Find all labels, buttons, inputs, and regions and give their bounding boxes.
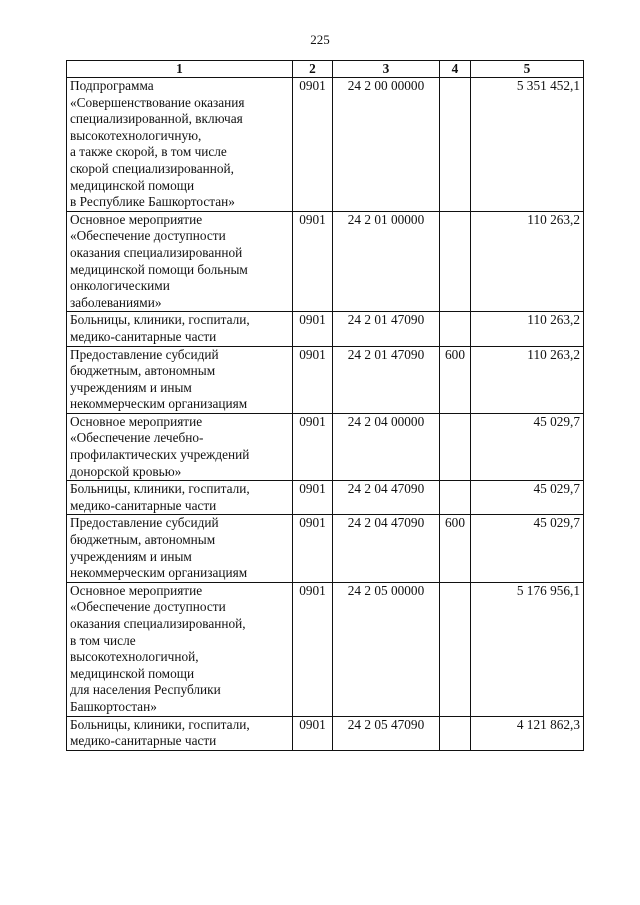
row-expense-type-cell: [440, 78, 471, 212]
table-header-row: [67, 61, 584, 78]
row-name-cell: [67, 582, 293, 716]
row-name-line: Больницы, клиники, госпитали,: [70, 716, 250, 732]
row-name-line: медицинской помощи: [70, 665, 195, 681]
table-row: [67, 481, 584, 515]
row-amount-cell: 5 176 956,1: [471, 582, 584, 716]
row-name-line: скорой специализированной,: [70, 160, 234, 176]
row-code-cell: 24 2 05 00000: [333, 582, 440, 716]
row-section-cell: 0901: [293, 481, 333, 515]
row-amount-cell: 45 029,7: [471, 413, 584, 480]
row-expense-type-cell: 600: [440, 515, 471, 582]
row-name-line: онкологическими: [70, 278, 170, 294]
row-section-cell: 0901: [293, 413, 333, 480]
row-name-line: медико-санитарные части: [70, 497, 217, 513]
row-code-cell: 24 2 01 00000: [333, 211, 440, 312]
row-amount-cell: 45 029,7: [471, 515, 584, 582]
row-name-line: Больницы, клиники, госпитали,: [70, 312, 250, 328]
table-row: [67, 312, 584, 346]
table-row: [67, 515, 584, 582]
table-row: [67, 78, 584, 212]
row-code-cell: 24 2 01 47090: [333, 312, 440, 346]
row-section-cell: 0901: [293, 211, 333, 312]
row-name-cell: [67, 211, 293, 312]
budget-table: [66, 60, 584, 751]
row-section-cell: 0901: [293, 716, 333, 750]
row-name-cell: [67, 413, 293, 480]
row-name-line: «Совершенствование оказания: [70, 94, 245, 110]
row-name-line: оказания специализированной: [70, 244, 243, 260]
column-header-3: 3: [333, 61, 440, 78]
row-name-line: медико-санитарные части: [70, 733, 217, 749]
row-code-cell: 24 2 00 00000: [333, 78, 440, 212]
row-code-cell: 24 2 04 47090: [333, 515, 440, 582]
row-code-cell: 24 2 04 47090: [333, 481, 440, 515]
row-name-line: медицинской помощи: [70, 177, 195, 193]
row-name-line: учреждениям и иным: [70, 548, 192, 564]
row-section-cell: 0901: [293, 515, 333, 582]
row-name-cell: [67, 346, 293, 413]
row-expense-type-cell: [440, 481, 471, 515]
row-expense-type-cell: [440, 211, 471, 312]
row-section-cell: 0901: [293, 78, 333, 212]
row-name-line: медико-санитарные части: [70, 328, 217, 344]
row-expense-type-cell: [440, 582, 471, 716]
table-row: [67, 211, 584, 312]
row-amount-cell: 110 263,2: [471, 312, 584, 346]
row-name-line: донорской кровью»: [70, 463, 182, 479]
row-name-line: для населения Республики: [70, 682, 221, 698]
row-name-line: Башкортостан»: [70, 698, 157, 714]
row-name-line: высокотехнологичной,: [70, 649, 199, 665]
column-header-4: 4: [440, 61, 471, 78]
row-name-line: некоммерческим организациям: [70, 396, 248, 412]
row-section-cell: 0901: [293, 346, 333, 413]
row-name-line: «Обеспечение лечебно-: [70, 430, 204, 446]
row-expense-type-cell: [440, 312, 471, 346]
row-amount-cell: 110 263,2: [471, 211, 584, 312]
row-amount-cell: 5 351 452,1: [471, 78, 584, 212]
column-header-1: 1: [67, 61, 293, 78]
row-expense-type-cell: 600: [440, 346, 471, 413]
row-name-cell: [67, 78, 293, 212]
row-name-line: в Республике Башкортостан»: [70, 194, 235, 210]
table-row: [67, 716, 584, 750]
row-amount-cell: 45 029,7: [471, 481, 584, 515]
row-name-line: некоммерческим организациям: [70, 565, 248, 581]
row-amount-cell: 110 263,2: [471, 346, 584, 413]
row-name-cell: [67, 515, 293, 582]
row-name-line: в том числе: [70, 632, 136, 648]
row-name-line: Основное мероприятие: [70, 582, 203, 598]
row-amount-cell: 4 121 862,3: [471, 716, 584, 750]
row-name-line: учреждениям и иным: [70, 379, 192, 395]
row-section-cell: 0901: [293, 582, 333, 716]
table-row: [67, 413, 584, 480]
row-expense-type-cell: [440, 716, 471, 750]
row-name-cell: [67, 481, 293, 515]
row-name-line: Подпрограмма: [70, 78, 154, 93]
row-name-line: специализированной, включая: [70, 111, 243, 127]
table-body: [67, 78, 584, 751]
row-name-line: профилактических учреждений: [70, 447, 250, 463]
row-code-cell: 24 2 04 00000: [333, 413, 440, 480]
row-name-line: медицинской помощи больным: [70, 261, 248, 277]
row-name-line: Основное мероприятие: [70, 413, 203, 429]
row-name-line: оказания специализированной,: [70, 616, 246, 631]
row-expense-type-cell: [440, 413, 471, 480]
row-name-line: бюджетным, автономным: [70, 532, 216, 548]
row-name-cell: [67, 716, 293, 750]
row-code-cell: 24 2 05 47090: [333, 716, 440, 750]
row-name-line: а также скорой, в том числе: [70, 144, 227, 160]
table-row: [67, 582, 584, 716]
row-name-line: «Обеспечение доступности: [70, 599, 226, 615]
row-name-line: высокотехнологичную,: [70, 127, 202, 143]
column-header-5: 5: [471, 61, 584, 78]
row-name-line: Основное мероприятие: [70, 211, 203, 227]
table-row: [67, 346, 584, 413]
row-section-cell: 0901: [293, 312, 333, 346]
row-name-cell: [67, 312, 293, 346]
row-name-line: «Обеспечение доступности: [70, 228, 226, 244]
row-name-line: Больницы, клиники, госпитали,: [70, 481, 250, 497]
column-header-2: 2: [293, 61, 333, 78]
row-name-line: бюджетным, автономным: [70, 363, 216, 379]
row-name-line: заболеваниями»: [70, 294, 162, 310]
row-name-line: Предоставление субсидий: [70, 515, 219, 531]
row-code-cell: 24 2 01 47090: [333, 346, 440, 413]
row-name-line: Предоставление субсидий: [70, 346, 219, 362]
page-number: 225: [310, 32, 330, 47]
